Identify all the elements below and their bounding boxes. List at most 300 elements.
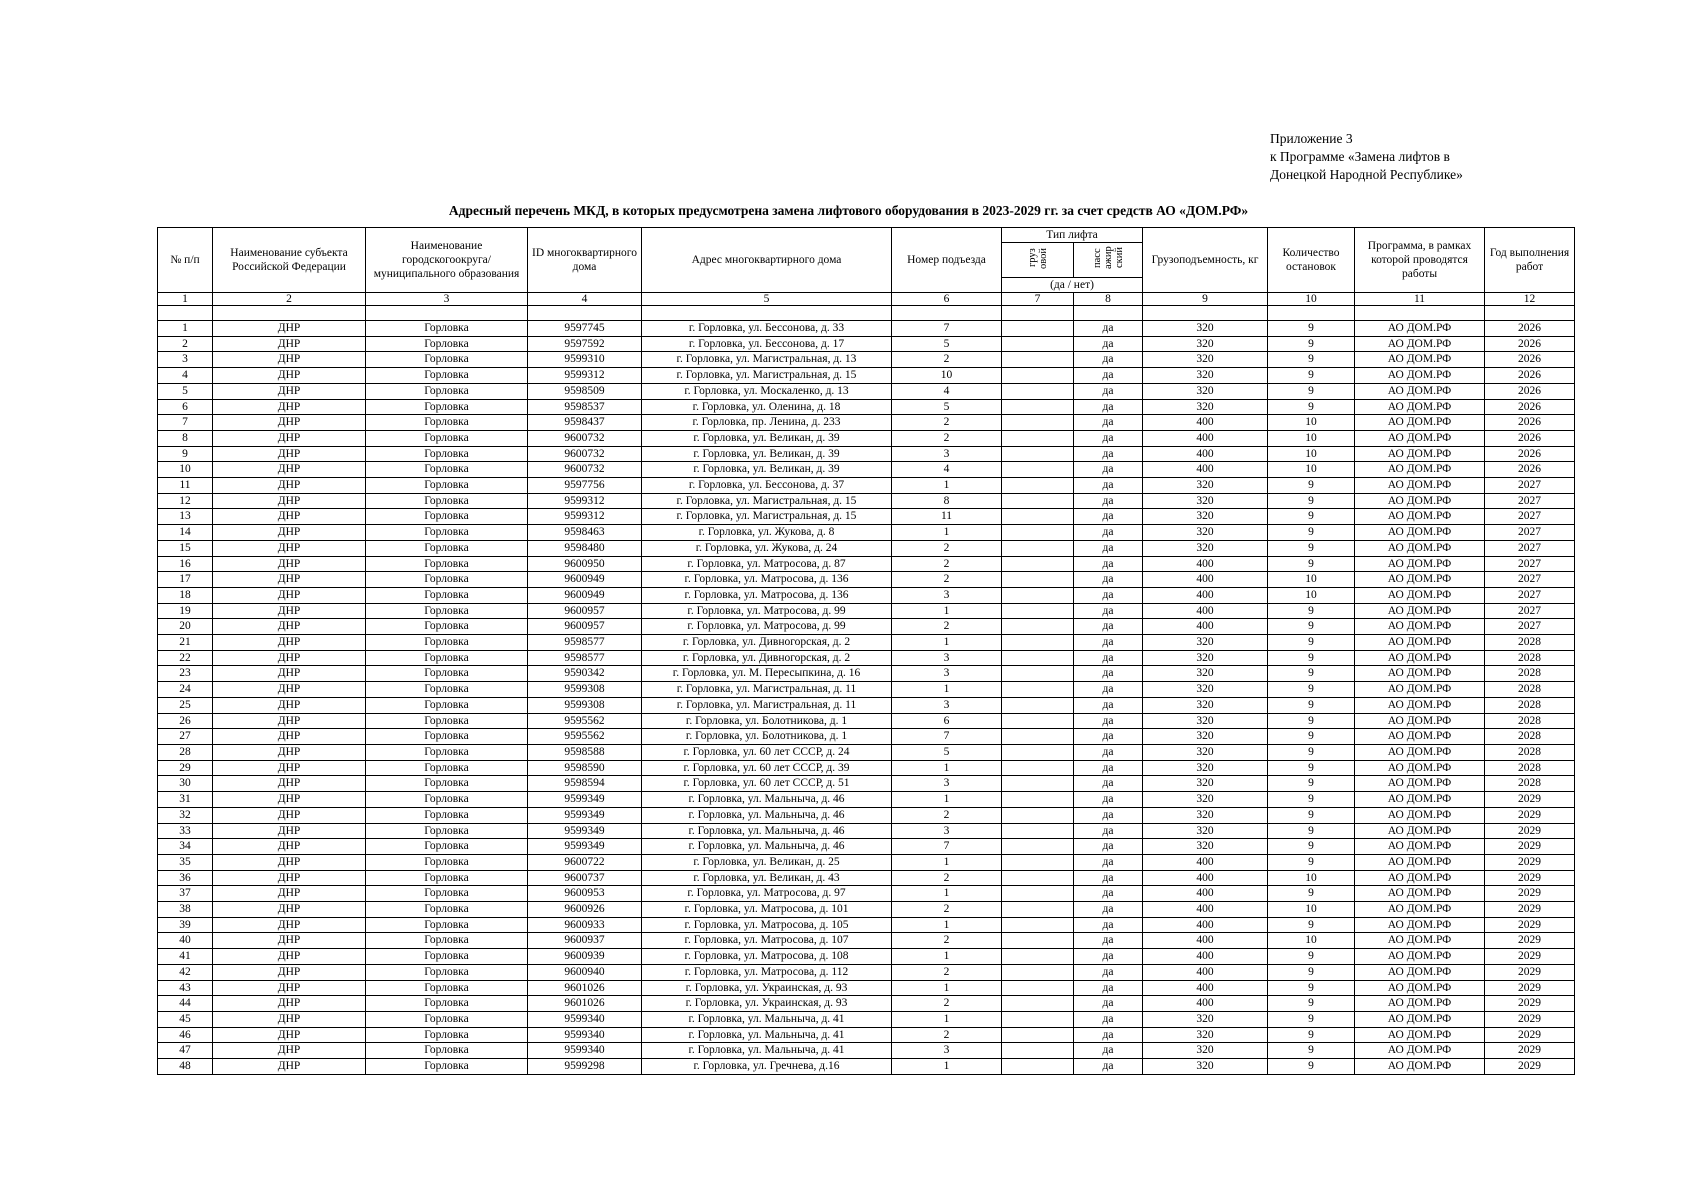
cell-num: 5	[158, 383, 213, 399]
cell-entrance: 7	[892, 839, 1002, 855]
cell-address: г. Горловка, ул. Магистральная, д. 15	[642, 509, 892, 525]
column-number: 11	[1355, 293, 1485, 306]
table-row	[158, 823, 1575, 839]
cell-capacity: 320	[1143, 1011, 1268, 1027]
cell-entrance: 4	[892, 462, 1002, 478]
table-row	[158, 352, 1575, 368]
cell-capacity: 400	[1143, 964, 1268, 980]
appendix-line-2: к Программе «Замена лифтов в	[1270, 149, 1450, 164]
cell-subject: ДНР	[213, 462, 366, 478]
cell-municipality: Горловка	[366, 682, 528, 698]
cell-year: 2029	[1485, 870, 1575, 886]
table-row	[158, 368, 1575, 384]
cell-cargo	[1002, 713, 1074, 729]
cell-entrance: 5	[892, 744, 1002, 760]
cell-num: 26	[158, 713, 213, 729]
cell-capacity: 320	[1143, 509, 1268, 525]
table-row	[158, 540, 1575, 556]
cell-program: АО ДОМ.РФ	[1355, 478, 1485, 494]
column-number: 6	[892, 293, 1002, 306]
cell-year: 2029	[1485, 902, 1575, 918]
cell-municipality: Горловка	[366, 321, 528, 337]
cell-passenger: да	[1074, 886, 1143, 902]
cell-stops: 9	[1268, 635, 1355, 651]
cell-stops: 9	[1268, 666, 1355, 682]
cell-stops: 9	[1268, 744, 1355, 760]
cell-stops: 9	[1268, 964, 1355, 980]
cell-capacity: 320	[1143, 682, 1268, 698]
cell-capacity: 320	[1143, 807, 1268, 823]
cell-entrance: 2	[892, 1027, 1002, 1043]
cell-passenger: да	[1074, 839, 1143, 855]
cell-year: 2028	[1485, 666, 1575, 682]
cell-passenger: да	[1074, 996, 1143, 1012]
cell-stops: 9	[1268, 776, 1355, 792]
table-row	[158, 682, 1575, 698]
header-id: ID многоквартирного дома	[528, 228, 642, 293]
cell-capacity: 320	[1143, 839, 1268, 855]
table-row	[158, 415, 1575, 431]
cell-municipality: Горловка	[366, 493, 528, 509]
cell-id: 9600737	[528, 870, 642, 886]
cell-passenger: да	[1074, 540, 1143, 556]
cell-year: 2027	[1485, 587, 1575, 603]
cell-stops: 9	[1268, 368, 1355, 384]
cell-municipality: Горловка	[366, 399, 528, 415]
cell-subject: ДНР	[213, 917, 366, 933]
cell-passenger: да	[1074, 415, 1143, 431]
column-number: 3	[366, 293, 528, 306]
cell-capacity: 400	[1143, 572, 1268, 588]
cell-cargo	[1002, 854, 1074, 870]
cell-entrance: 1	[892, 1059, 1002, 1075]
cell-address: г. Горловка, ул. 60 лет СССР, д. 24	[642, 744, 892, 760]
cell-passenger: да	[1074, 635, 1143, 651]
cell-cargo	[1002, 682, 1074, 698]
cell-capacity: 320	[1143, 792, 1268, 808]
table-row	[158, 1027, 1575, 1043]
cell-year: 2029	[1485, 1059, 1575, 1075]
cell-capacity: 320	[1143, 478, 1268, 494]
cell-passenger: да	[1074, 697, 1143, 713]
cell-address: г. Горловка, ул. Матросова, д. 87	[642, 556, 892, 572]
cell-num: 24	[158, 682, 213, 698]
cell-year: 2029	[1485, 964, 1575, 980]
cell-year: 2026	[1485, 383, 1575, 399]
cell-id: 9599298	[528, 1059, 642, 1075]
cell-subject: ДНР	[213, 321, 366, 337]
cell-stops: 9	[1268, 729, 1355, 745]
cell-year: 2028	[1485, 776, 1575, 792]
cell-stops: 10	[1268, 933, 1355, 949]
cell-subject: ДНР	[213, 666, 366, 682]
header-num: № п/п	[158, 228, 213, 293]
cell-municipality: Горловка	[366, 697, 528, 713]
cell-subject: ДНР	[213, 839, 366, 855]
cell-municipality: Горловка	[366, 823, 528, 839]
table-row	[158, 462, 1575, 478]
cell-cargo	[1002, 870, 1074, 886]
cell-entrance: 1	[892, 949, 1002, 965]
cell-stops: 9	[1268, 917, 1355, 933]
cell-year: 2028	[1485, 682, 1575, 698]
cell-entrance: 8	[892, 493, 1002, 509]
cell-entrance: 5	[892, 336, 1002, 352]
cell-num: 41	[158, 949, 213, 965]
cell-id: 9598594	[528, 776, 642, 792]
cell-year: 2028	[1485, 713, 1575, 729]
cell-year: 2027	[1485, 603, 1575, 619]
cell-id: 9599312	[528, 493, 642, 509]
cell-capacity: 320	[1143, 697, 1268, 713]
cell-passenger: да	[1074, 870, 1143, 886]
cell-stops: 9	[1268, 336, 1355, 352]
cell-stops: 9	[1268, 399, 1355, 415]
cell-stops: 10	[1268, 902, 1355, 918]
cell-id: 9598588	[528, 744, 642, 760]
cell-subject: ДНР	[213, 587, 366, 603]
cell-passenger: да	[1074, 792, 1143, 808]
cell-address: г. Горловка, ул. Оленина, д. 18	[642, 399, 892, 415]
cell-id: 9600953	[528, 886, 642, 902]
cell-stops: 9	[1268, 682, 1355, 698]
cell-subject: ДНР	[213, 540, 366, 556]
cell-num: 37	[158, 886, 213, 902]
cell-address: г. Горловка, ул. Матросова, д. 136	[642, 587, 892, 603]
cell-stops: 9	[1268, 1011, 1355, 1027]
cell-id: 9598463	[528, 525, 642, 541]
appendix-line-3: Донецкой Народной Республике»	[1270, 167, 1463, 182]
cell-cargo	[1002, 980, 1074, 996]
cell-address: г. Горловка, ул. Дивногорская, д. 2	[642, 650, 892, 666]
cell-id: 9599308	[528, 697, 642, 713]
table-row	[158, 697, 1575, 713]
appendix-note	[1270, 130, 1463, 184]
cell-num: 40	[158, 933, 213, 949]
cell-num: 36	[158, 870, 213, 886]
cell-entrance: 1	[892, 917, 1002, 933]
cell-program: АО ДОМ.РФ	[1355, 603, 1485, 619]
cell-passenger: да	[1074, 556, 1143, 572]
cell-capacity: 400	[1143, 462, 1268, 478]
cell-capacity: 320	[1143, 713, 1268, 729]
cell-cargo	[1002, 525, 1074, 541]
cell-passenger: да	[1074, 760, 1143, 776]
cell-year: 2027	[1485, 540, 1575, 556]
cell-municipality: Горловка	[366, 556, 528, 572]
cell-address: г. Горловка, ул. Москаленко, д. 13	[642, 383, 892, 399]
cell-passenger: да	[1074, 587, 1143, 603]
cell-capacity: 400	[1143, 870, 1268, 886]
cell-num: 12	[158, 493, 213, 509]
cell-program: АО ДОМ.РФ	[1355, 666, 1485, 682]
cell-capacity: 320	[1143, 525, 1268, 541]
cell-stops: 9	[1268, 854, 1355, 870]
cell-address: г. Горловка, ул. М. Пересыпкина, д. 16	[642, 666, 892, 682]
cell-num: 17	[158, 572, 213, 588]
cell-id: 9597756	[528, 478, 642, 494]
cell-program: АО ДОМ.РФ	[1355, 1027, 1485, 1043]
cell-cargo	[1002, 792, 1074, 808]
cell-id: 9598577	[528, 650, 642, 666]
cell-program: АО ДОМ.РФ	[1355, 949, 1485, 965]
cell-cargo	[1002, 823, 1074, 839]
cell-passenger: да	[1074, 462, 1143, 478]
cell-stops: 9	[1268, 792, 1355, 808]
cell-address: г. Горловка, ул. Украинская, д. 93	[642, 980, 892, 996]
cell-subject: ДНР	[213, 697, 366, 713]
cell-cargo	[1002, 540, 1074, 556]
cell-stops: 9	[1268, 650, 1355, 666]
cell-capacity: 320	[1143, 540, 1268, 556]
cell-cargo	[1002, 321, 1074, 337]
table-row	[158, 917, 1575, 933]
cell-entrance: 3	[892, 776, 1002, 792]
cell-num: 35	[158, 854, 213, 870]
cell-cargo	[1002, 336, 1074, 352]
cell-capacity: 400	[1143, 619, 1268, 635]
cell-stops: 9	[1268, 807, 1355, 823]
cell-subject: ДНР	[213, 399, 366, 415]
table-row	[158, 870, 1575, 886]
column-number: 4	[528, 293, 642, 306]
cell-entrance: 2	[892, 415, 1002, 431]
cell-num: 14	[158, 525, 213, 541]
cell-num: 34	[158, 839, 213, 855]
table-row	[158, 980, 1575, 996]
cell-entrance: 5	[892, 399, 1002, 415]
cell-capacity: 400	[1143, 854, 1268, 870]
cell-municipality: Горловка	[366, 619, 528, 635]
cell-subject: ДНР	[213, 807, 366, 823]
cell-cargo	[1002, 493, 1074, 509]
cell-id: 9599349	[528, 792, 642, 808]
cell-cargo	[1002, 1011, 1074, 1027]
cell-year: 2028	[1485, 760, 1575, 776]
cell-year: 2029	[1485, 917, 1575, 933]
cell-address: г. Горловка, ул. Мальныча, д. 41	[642, 1011, 892, 1027]
cell-cargo	[1002, 807, 1074, 823]
cell-num: 31	[158, 792, 213, 808]
cell-id: 9598480	[528, 540, 642, 556]
cell-passenger: да	[1074, 1011, 1143, 1027]
cell-passenger: да	[1074, 729, 1143, 745]
cell-passenger: да	[1074, 603, 1143, 619]
table-row	[158, 430, 1575, 446]
cell-entrance: 2	[892, 352, 1002, 368]
cell-num: 44	[158, 996, 213, 1012]
cell-passenger: да	[1074, 399, 1143, 415]
header-address: Адрес многоквартирного дома	[642, 228, 892, 293]
cell-passenger: да	[1074, 336, 1143, 352]
cell-capacity: 400	[1143, 587, 1268, 603]
cell-capacity: 400	[1143, 446, 1268, 462]
cell-cargo	[1002, 666, 1074, 682]
cell-id: 9600933	[528, 917, 642, 933]
cell-stops: 9	[1268, 478, 1355, 494]
cell-stops: 9	[1268, 603, 1355, 619]
cell-cargo	[1002, 933, 1074, 949]
cell-address: г. Горловка, ул. Болотникова, д. 1	[642, 713, 892, 729]
cell-program: АО ДОМ.РФ	[1355, 713, 1485, 729]
cell-entrance: 1	[892, 854, 1002, 870]
cell-program: АО ДОМ.РФ	[1355, 744, 1485, 760]
table-row	[158, 807, 1575, 823]
header-entrance: Номер подъезда	[892, 228, 1002, 293]
cell-entrance: 11	[892, 509, 1002, 525]
cell-address: г. Горловка, ул. Матросова, д. 105	[642, 917, 892, 933]
cell-id: 9600939	[528, 949, 642, 965]
cell-passenger: да	[1074, 383, 1143, 399]
cell-program: АО ДОМ.РФ	[1355, 321, 1485, 337]
cell-capacity: 400	[1143, 415, 1268, 431]
cell-address: г. Горловка, ул. Мальныча, д. 46	[642, 839, 892, 855]
cell-year: 2029	[1485, 807, 1575, 823]
table-row	[158, 399, 1575, 415]
table-row	[158, 729, 1575, 745]
cell-num: 8	[158, 430, 213, 446]
cell-subject: ДНР	[213, 1011, 366, 1027]
cell-address: г. Горловка, ул. Великан, д. 39	[642, 430, 892, 446]
cell-passenger: да	[1074, 321, 1143, 337]
table-row	[158, 839, 1575, 855]
cell-passenger: да	[1074, 650, 1143, 666]
cell-cargo	[1002, 949, 1074, 965]
cell-num: 7	[158, 415, 213, 431]
cell-num: 42	[158, 964, 213, 980]
cell-year: 2027	[1485, 525, 1575, 541]
cell-entrance: 1	[892, 603, 1002, 619]
cell-year: 2029	[1485, 980, 1575, 996]
cell-stops: 9	[1268, 509, 1355, 525]
cell-year: 2029	[1485, 1011, 1575, 1027]
cell-capacity: 320	[1143, 635, 1268, 651]
cell-passenger: да	[1074, 509, 1143, 525]
cell-entrance: 7	[892, 321, 1002, 337]
cell-id: 9601026	[528, 996, 642, 1012]
cell-id: 9600926	[528, 902, 642, 918]
table-row	[158, 321, 1575, 337]
cell-stops: 9	[1268, 540, 1355, 556]
cell-id: 9600732	[528, 446, 642, 462]
cell-address: г. Горловка, ул. 60 лет СССР, д. 39	[642, 760, 892, 776]
cell-subject: ДНР	[213, 949, 366, 965]
cell-stops: 9	[1268, 996, 1355, 1012]
cell-capacity: 400	[1143, 996, 1268, 1012]
cell-program: АО ДОМ.РФ	[1355, 430, 1485, 446]
cell-passenger: да	[1074, 478, 1143, 494]
cell-num: 4	[158, 368, 213, 384]
cell-stops: 9	[1268, 525, 1355, 541]
cell-entrance: 1	[892, 792, 1002, 808]
cell-cargo	[1002, 1059, 1074, 1075]
cell-cargo	[1002, 650, 1074, 666]
cell-municipality: Горловка	[366, 462, 528, 478]
cell-passenger: да	[1074, 776, 1143, 792]
cell-program: АО ДОМ.РФ	[1355, 635, 1485, 651]
cell-num: 15	[158, 540, 213, 556]
cell-entrance: 3	[892, 666, 1002, 682]
cell-passenger: да	[1074, 964, 1143, 980]
cell-capacity: 320	[1143, 729, 1268, 745]
cell-program: АО ДОМ.РФ	[1355, 760, 1485, 776]
cell-num: 10	[158, 462, 213, 478]
cell-municipality: Горловка	[366, 587, 528, 603]
cell-entrance: 3	[892, 697, 1002, 713]
cell-address: г. Горловка, ул. Магистральная, д. 15	[642, 368, 892, 384]
table-row	[158, 525, 1575, 541]
cell-program: АО ДОМ.РФ	[1355, 917, 1485, 933]
table-row	[158, 650, 1575, 666]
cell-stops: 10	[1268, 430, 1355, 446]
cell-stops: 9	[1268, 823, 1355, 839]
cell-passenger: да	[1074, 619, 1143, 635]
cell-program: АО ДОМ.РФ	[1355, 886, 1485, 902]
cell-subject: ДНР	[213, 336, 366, 352]
cell-program: АО ДОМ.РФ	[1355, 368, 1485, 384]
cell-program: АО ДОМ.РФ	[1355, 1011, 1485, 1027]
cell-id: 9600732	[528, 462, 642, 478]
cell-stops: 9	[1268, 493, 1355, 509]
cell-address: г. Горловка, ул. Матросова, д. 97	[642, 886, 892, 902]
cell-subject: ДНР	[213, 902, 366, 918]
cell-year: 2026	[1485, 462, 1575, 478]
cell-capacity: 320	[1143, 321, 1268, 337]
cell-id: 9599310	[528, 352, 642, 368]
cell-cargo	[1002, 1043, 1074, 1059]
cell-entrance: 2	[892, 430, 1002, 446]
cell-capacity: 400	[1143, 886, 1268, 902]
cell-year: 2029	[1485, 839, 1575, 855]
header-passenger-label: пасс ажир ский	[1091, 246, 1125, 270]
cell-num: 39	[158, 917, 213, 933]
cell-address: г. Горловка, ул. Матросова, д. 108	[642, 949, 892, 965]
cell-address: г. Горловка, ул. Великан, д. 39	[642, 462, 892, 478]
cell-cargo	[1002, 368, 1074, 384]
cell-id: 9600722	[528, 854, 642, 870]
cell-municipality: Горловка	[366, 572, 528, 588]
cell-year: 2029	[1485, 933, 1575, 949]
cell-entrance: 2	[892, 619, 1002, 635]
cell-municipality: Горловка	[366, 415, 528, 431]
cell-stops: 10	[1268, 462, 1355, 478]
cell-subject: ДНР	[213, 493, 366, 509]
cell-capacity: 320	[1143, 352, 1268, 368]
cell-program: АО ДОМ.РФ	[1355, 336, 1485, 352]
header-passenger	[1074, 243, 1143, 278]
cell-subject: ДНР	[213, 415, 366, 431]
cell-entrance: 1	[892, 525, 1002, 541]
cell-entrance: 2	[892, 902, 1002, 918]
table-row	[158, 1043, 1575, 1059]
header-municipality: Наименование городскогоокруга/муниципального образования	[366, 228, 528, 293]
cell-num: 25	[158, 697, 213, 713]
column-number: 1	[158, 293, 213, 306]
cell-program: АО ДОМ.РФ	[1355, 839, 1485, 855]
cell-address: г. Горловка, пр. Ленина, д. 233	[642, 415, 892, 431]
cell-entrance: 2	[892, 572, 1002, 588]
cell-passenger: да	[1074, 807, 1143, 823]
cell-cargo	[1002, 729, 1074, 745]
cell-subject: ДНР	[213, 744, 366, 760]
column-number: 10	[1268, 293, 1355, 306]
cell-capacity: 320	[1143, 744, 1268, 760]
cell-capacity: 320	[1143, 336, 1268, 352]
cell-subject: ДНР	[213, 556, 366, 572]
cell-stops: 9	[1268, 1027, 1355, 1043]
cell-capacity: 400	[1143, 933, 1268, 949]
cell-year: 2028	[1485, 650, 1575, 666]
